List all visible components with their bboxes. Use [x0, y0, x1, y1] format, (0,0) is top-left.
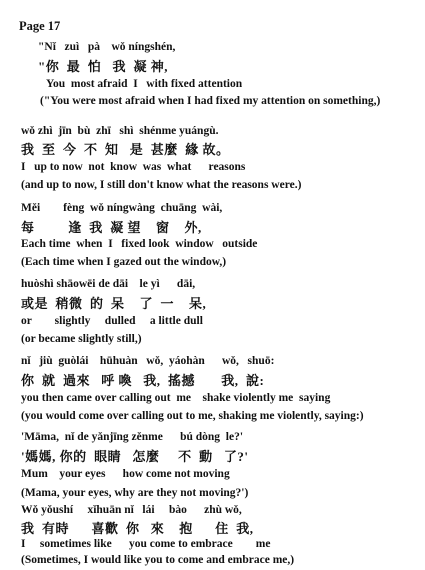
translation-line: (Sometimes, I would like you to come and embrace me,) — [21, 554, 295, 566]
gloss-line: I up to now not know was what reasons — [21, 161, 246, 173]
translation-line: (Each time when I gazed out the window,) — [21, 256, 227, 268]
pinyin-line: nǐ jiù guòlái hūhuàn wǒ, yáohàn wǒ, shuō: — [21, 355, 275, 367]
pinyin-line: huòshì shāowēi de dāi le yì dāi, — [21, 278, 196, 290]
gloss-line: Each time when I fixed look window outside — [21, 238, 258, 250]
page-number: Page 17 — [19, 19, 61, 33]
pinyin-line: wǒ zhì jīn bù zhī shì shénme yuángù. — [21, 125, 219, 137]
pinyin-line: "Nǐ zuì pà wǒ níngshén, — [38, 41, 176, 53]
pinyin-line: Měi fèng wǒ níngwàng chuāng wài, — [21, 202, 223, 214]
translation-line: ("You were most afraid when I had fixed my attention on something,) — [40, 95, 381, 107]
gloss-line: Mum your eyes how come not moving — [21, 468, 230, 480]
hanzi-line: 我 有時 喜歡 你 來 抱 住 我, — [21, 521, 254, 536]
gloss-line: or slightly dulled a little dull — [21, 315, 203, 327]
gloss-line: You most afraid I with fixed attention — [46, 78, 243, 90]
hanzi-line: 每 逢 我 凝 望 窗 外, — [21, 220, 202, 235]
hanzi-line: 你 就 過來 呼 喚 我, 搖撼 我, 說: — [21, 373, 265, 388]
translation-line: (or became slightly still,) — [21, 333, 142, 345]
hanzi-line: 我 至 今 不 知 是 甚麼 緣 故。 — [21, 142, 230, 157]
translation-line: (you would come over calling out to me, shaking me violently, saying:) — [21, 410, 364, 422]
pinyin-line: Wǒ yǒushí xǐhuān nǐ lái bào zhù wǒ, — [21, 504, 242, 516]
hanzi-line: '媽媽, 你的 眼睛 怎麼 不 動 了?' — [21, 449, 249, 464]
gloss-line: I sometimes like you come to embrace me — [21, 538, 271, 550]
translation-line: (Mama, your eyes, why are they not moving?') — [21, 487, 249, 499]
hanzi-line: 或是 稍微 的 呆 了 一 呆, — [21, 296, 207, 311]
pinyin-line: 'Māma, nǐ de yǎnjīng zěnme bú dòng le?' — [21, 431, 244, 443]
gloss-line: you then came over calling out me shake violently me saying — [21, 392, 331, 404]
hanzi-line: "你 最 怕 我 凝 神, — [38, 59, 168, 74]
translation-line: (and up to now, I still don't know what the reasons were.) — [21, 179, 302, 191]
